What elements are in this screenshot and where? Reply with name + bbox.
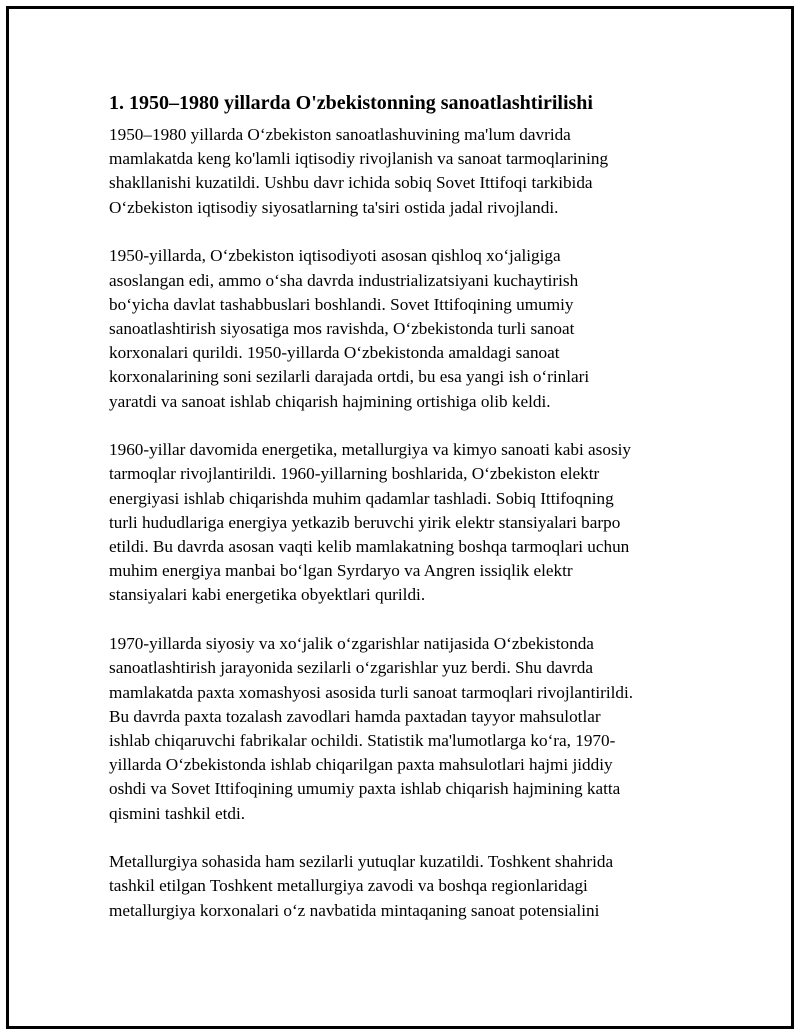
text-line: sanoatlashtirish jarayonida sezilarli o‘zgarishlar yuz berdi. Shu davrda	[109, 658, 593, 678]
text-line: metallurgiya korxonalari o‘z navbatida mintaqaning sanoat potensialini	[109, 900, 600, 920]
text-line: 1950-yillarda, O‘zbekiston iqtisodiyoti asosan qishloq xo‘jaligiga	[109, 246, 561, 266]
document-title: 1. 1950–1980 yillarda O'zbekistonning sanoatlashtirilishi	[109, 92, 593, 114]
text-line: mamlakatda paxta xomashyosi asosida turli sanoat tarmoqlari rivojlantirildi.	[109, 682, 634, 702]
text-line: bo‘yicha davlat tashabbuslari boshlandi. Sovet Ittifoqining umumiy	[109, 294, 574, 314]
text-line: yillarda O‘zbekistonda ishlab chiqarilgan paxta mahsulotlari hajmi jiddiy	[109, 755, 613, 775]
paragraph-intro	[109, 123, 689, 220]
paragraph-1950s	[109, 244, 689, 413]
paragraph-1960s	[109, 438, 689, 607]
text-line: mamlakatda keng ko'lamli iqtisodiy rivojlanish va sanoat tarmoqlarining	[109, 149, 609, 169]
text-line: 1970-yillarda siyosiy va xo‘jalik o‘zgarishlar natijasida O‘zbekistonda	[109, 634, 594, 654]
text-line: tashkil etilgan Toshkent metallurgiya zavodi va boshqa regionlaridagi	[109, 876, 588, 896]
paragraph-1970s	[109, 632, 689, 826]
text-line: shakllanishi kuzatildi. Ushbu davr ichida sobiq Sovet Ittifoqi tarkibida	[109, 173, 593, 193]
text-line: korxonalarining soni sezilarli darajada ortdi, bu esa yangi ish o‘rinlari	[109, 367, 590, 387]
text-line: 1950–1980 yillarda O‘zbekiston sanoatlashuvining ma'lum davrida	[109, 125, 571, 144]
text-line: 1960-yillar davomida energetika, metallurgiya va kimyo sanoati kabi asosiy	[109, 440, 632, 460]
text-line: qismini tashkil etdi.	[109, 803, 246, 823]
text-line: sanoatlashtirish siyosatiga mos ravishda, O‘zbekistonda turli sanoat	[109, 318, 575, 338]
text-line: stansiyalari kabi energetika obyektlari qurildi.	[109, 585, 426, 605]
text-line: energiyasi ishlab chiqarishda muhim qadamlar tashladi. Sobiq Ittifoqning	[109, 488, 614, 508]
text-line: turli hududlariga energiya yetkazib beruvchi yirik elektr stansiyalari barpo	[109, 512, 621, 532]
text-line: ishlab chiqaruvchi fabrikalar ochildi. Statistik ma'lumotlarga ko‘ra, 1970-	[109, 730, 616, 750]
text-line: Bu davrda paxta tozalash zavodlari hamda paxtadan tayyor mahsulotlar	[109, 706, 601, 726]
text-line: O‘zbekiston iqtisodiy siyosatlarning ta'siri ostida jadal rivojlandi.	[109, 197, 559, 217]
text-line: oshdi va Sovet Ittifoqining umumiy paxta ishlab chiqarish hajmining katta	[109, 779, 621, 799]
text-line: asoslangan edi, ammo o‘sha davrda industrializatsiyani kuchaytirish	[109, 270, 579, 290]
text-line: Metallurgiya sohasida ham sezilarli yutuqlar kuzatildi. Toshkent shahrida	[109, 852, 614, 872]
text-line: tarmoqlar rivojlantirildi. 1960-yillarning boshlarida, O‘zbekiston elektr	[109, 464, 600, 484]
text-line: muhim energiya manbai bo‘lgan Syrdaryo va Angren issiqlik elektr	[109, 561, 573, 581]
paragraph-metallurgy	[109, 850, 689, 923]
text-line: etildi. Bu davrda asosan vaqti kelib mamlakatning boshqa tarmoqlari uchun	[109, 537, 630, 557]
document-body	[109, 89, 689, 947]
text-line: korxonalari qurildi. 1950-yillarda O‘zbekistonda amaldagi sanoat	[109, 343, 560, 363]
text-line: yaratdi va sanoat ishlab chiqarish hajmining ortishiga olib keldi.	[109, 391, 551, 411]
